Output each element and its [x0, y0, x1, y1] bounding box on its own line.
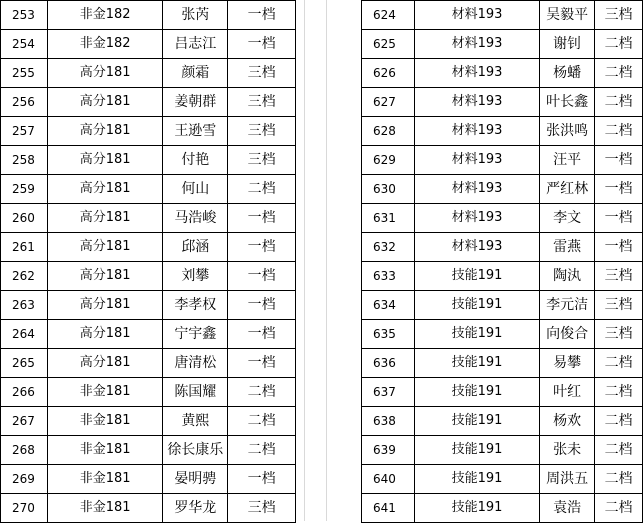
row-number-cell[interactable]: 638 [362, 407, 415, 436]
student-name-cell[interactable]: 易攀 [540, 349, 595, 378]
table-row [1, 494, 296, 523]
row-number-cell[interactable]: 260 [1, 204, 48, 233]
row-number-cell[interactable]: 263 [1, 291, 48, 320]
row-number-cell[interactable]: 266 [1, 378, 48, 407]
student-name-cell[interactable]: 何山 [163, 175, 228, 204]
student-name-cell[interactable]: 叶长鑫 [540, 88, 595, 117]
table-row [1, 117, 296, 146]
class-cell[interactable]: 高分181 [47, 349, 162, 378]
class-cell[interactable]: 高分181 [47, 175, 162, 204]
student-name-cell[interactable]: 陈国耀 [163, 378, 228, 407]
table-row [1, 291, 296, 320]
tier-cell[interactable]: 三档 [595, 320, 643, 349]
tier-cell[interactable]: 一档 [595, 204, 643, 233]
student-name-cell[interactable]: 陶汍 [540, 262, 595, 291]
table-row [362, 30, 643, 59]
student-name-cell[interactable]: 袁浩 [540, 494, 595, 523]
student-name-cell[interactable]: 张未 [540, 436, 595, 465]
class-cell[interactable]: 技能191 [414, 436, 539, 465]
tier-cell[interactable]: 三档 [595, 291, 643, 320]
tier-cell[interactable]: 一档 [595, 175, 643, 204]
row-number-cell[interactable]: 635 [362, 320, 415, 349]
row-number-cell[interactable]: 624 [362, 1, 415, 30]
class-cell[interactable]: 技能191 [414, 465, 539, 494]
student-name-cell[interactable]: 叶红 [540, 378, 595, 407]
table-row [362, 262, 643, 291]
student-name-cell[interactable]: 张芮 [163, 1, 228, 30]
class-cell[interactable]: 技能191 [414, 320, 539, 349]
tier-cell[interactable]: 二档 [595, 88, 643, 117]
tier-cell[interactable]: 一档 [228, 320, 296, 349]
class-cell[interactable]: 高分181 [47, 204, 162, 233]
class-cell[interactable]: 技能191 [414, 407, 539, 436]
row-number-cell[interactable]: 257 [1, 117, 48, 146]
table-row [362, 436, 643, 465]
class-cell[interactable]: 高分181 [47, 320, 162, 349]
tier-cell[interactable]: 一档 [228, 204, 296, 233]
tier-cell[interactable]: 三档 [228, 88, 296, 117]
table-row [362, 320, 643, 349]
class-cell[interactable]: 技能191 [414, 378, 539, 407]
row-number-cell[interactable]: 262 [1, 262, 48, 291]
table-row [1, 30, 296, 59]
table-row [1, 436, 296, 465]
row-number-cell[interactable]: 625 [362, 30, 415, 59]
row-number-cell[interactable]: 261 [1, 233, 48, 262]
table-row [362, 59, 643, 88]
tier-cell[interactable]: 二档 [595, 407, 643, 436]
row-number-cell[interactable]: 269 [1, 465, 48, 494]
row-number-cell[interactable]: 627 [362, 88, 415, 117]
table-row [1, 204, 296, 233]
right-rows [362, 1, 643, 523]
student-name-cell[interactable]: 汪平 [540, 146, 595, 175]
row-number-cell[interactable]: 270 [1, 494, 48, 523]
class-cell[interactable]: 非金182 [47, 1, 162, 30]
tier-cell[interactable]: 二档 [595, 465, 643, 494]
table-row [1, 320, 296, 349]
class-cell[interactable]: 高分181 [47, 262, 162, 291]
class-cell[interactable]: 材料193 [414, 88, 539, 117]
row-number-cell[interactable]: 630 [362, 175, 415, 204]
class-cell[interactable]: 非金181 [47, 436, 162, 465]
student-name-cell[interactable]: 杨蟠 [540, 59, 595, 88]
tier-cell[interactable]: 二档 [228, 436, 296, 465]
right-grid [361, 0, 643, 523]
row-number-cell[interactable]: 634 [362, 291, 415, 320]
row-number-cell[interactable]: 268 [1, 436, 48, 465]
row-number-cell[interactable]: 254 [1, 30, 48, 59]
tier-cell[interactable]: 二档 [595, 59, 643, 88]
tier-cell[interactable]: 二档 [595, 494, 643, 523]
student-name-cell[interactable]: 唐清松 [163, 349, 228, 378]
tier-cell[interactable]: 一档 [228, 233, 296, 262]
student-name-cell[interactable]: 严红林 [540, 175, 595, 204]
student-name-cell[interactable]: 罗华龙 [163, 494, 228, 523]
student-name-cell[interactable]: 杨欢 [540, 407, 595, 436]
student-name-cell[interactable]: 徐长康乐 [163, 436, 228, 465]
left-grid [0, 0, 296, 523]
row-number-cell[interactable]: 628 [362, 117, 415, 146]
student-name-cell[interactable]: 刘攀 [163, 262, 228, 291]
class-cell[interactable]: 材料193 [414, 59, 539, 88]
tier-cell[interactable]: 三档 [228, 146, 296, 175]
table-row [1, 262, 296, 291]
student-name-cell[interactable]: 付艳 [163, 146, 228, 175]
table-row [362, 146, 643, 175]
row-number-cell[interactable]: 629 [362, 146, 415, 175]
tier-cell[interactable]: 二档 [228, 407, 296, 436]
table-row [1, 1, 296, 30]
table-row [1, 349, 296, 378]
class-cell[interactable]: 材料193 [414, 146, 539, 175]
class-cell[interactable]: 高分181 [47, 233, 162, 262]
row-number-cell[interactable]: 265 [1, 349, 48, 378]
row-number-cell[interactable]: 259 [1, 175, 48, 204]
row-number-cell[interactable]: 641 [362, 494, 415, 523]
tier-cell[interactable]: 一档 [228, 291, 296, 320]
student-name-cell[interactable]: 周洪五 [540, 465, 595, 494]
tier-cell[interactable]: 三档 [228, 494, 296, 523]
tier-cell[interactable]: 一档 [228, 1, 296, 30]
right-roster-table [361, 0, 643, 521]
row-number-cell[interactable]: 255 [1, 59, 48, 88]
class-cell[interactable]: 材料193 [414, 30, 539, 59]
table-row [362, 88, 643, 117]
class-cell[interactable]: 非金181 [47, 465, 162, 494]
row-number-cell[interactable]: 636 [362, 349, 415, 378]
class-cell[interactable]: 技能191 [414, 291, 539, 320]
student-name-cell[interactable]: 邱涵 [163, 233, 228, 262]
table-row [362, 233, 643, 262]
table-row [362, 117, 643, 146]
tier-cell[interactable]: 三档 [595, 1, 643, 30]
tier-cell[interactable]: 二档 [595, 30, 643, 59]
table-row [362, 1, 643, 30]
student-name-cell[interactable]: 向俊合 [540, 320, 595, 349]
table-row [362, 349, 643, 378]
table-row [362, 378, 643, 407]
table-row [1, 465, 296, 494]
tier-cell[interactable]: 一档 [228, 465, 296, 494]
class-cell[interactable]: 高分181 [47, 146, 162, 175]
class-cell[interactable]: 高分181 [47, 291, 162, 320]
row-number-cell[interactable]: 267 [1, 407, 48, 436]
tier-cell[interactable]: 二档 [228, 175, 296, 204]
left-roster-table [0, 0, 296, 521]
class-cell[interactable]: 技能191 [414, 494, 539, 523]
student-name-cell[interactable]: 张洪鸣 [540, 117, 595, 146]
table-row [362, 175, 643, 204]
tier-cell[interactable]: 一档 [228, 349, 296, 378]
table-row [362, 291, 643, 320]
table-row [362, 494, 643, 523]
class-cell[interactable]: 材料193 [414, 204, 539, 233]
tier-cell[interactable]: 一档 [595, 233, 643, 262]
row-number-cell[interactable]: 626 [362, 59, 415, 88]
row-number-cell[interactable]: 640 [362, 465, 415, 494]
row-number-cell[interactable]: 253 [1, 1, 48, 30]
table-row [362, 465, 643, 494]
class-cell[interactable]: 技能191 [414, 262, 539, 291]
table-row [1, 146, 296, 175]
student-name-cell[interactable]: 颜霜 [163, 59, 228, 88]
table-row [1, 175, 296, 204]
table-row [1, 378, 296, 407]
row-number-cell[interactable]: 631 [362, 204, 415, 233]
tier-cell[interactable]: 三档 [228, 59, 296, 88]
class-cell[interactable]: 材料193 [414, 175, 539, 204]
student-name-cell[interactable]: 姜朝群 [163, 88, 228, 117]
row-number-cell[interactable]: 264 [1, 320, 48, 349]
tier-cell[interactable]: 二档 [595, 436, 643, 465]
class-cell[interactable]: 高分181 [47, 88, 162, 117]
student-name-cell[interactable]: 宁宇鑫 [163, 320, 228, 349]
row-number-cell[interactable]: 639 [362, 436, 415, 465]
tier-cell[interactable]: 一档 [228, 262, 296, 291]
student-name-cell[interactable]: 李元洁 [540, 291, 595, 320]
table-row [362, 407, 643, 436]
sheet-gap [296, 0, 361, 521]
class-cell[interactable]: 非金182 [47, 30, 162, 59]
tier-cell[interactable]: 三档 [595, 262, 643, 291]
student-name-cell[interactable]: 吕志江 [163, 30, 228, 59]
tier-cell[interactable]: 二档 [228, 378, 296, 407]
student-name-cell[interactable]: 王逊雪 [163, 117, 228, 146]
gridline [304, 0, 305, 521]
table-row [362, 204, 643, 233]
class-cell[interactable]: 技能191 [414, 349, 539, 378]
tier-cell[interactable]: 二档 [595, 117, 643, 146]
class-cell[interactable]: 材料193 [414, 1, 539, 30]
student-name-cell[interactable]: 李孝权 [163, 291, 228, 320]
student-name-cell[interactable]: 马浩峻 [163, 204, 228, 233]
student-name-cell[interactable]: 吴毅平 [540, 1, 595, 30]
table-row [1, 59, 296, 88]
student-name-cell[interactable]: 李文 [540, 204, 595, 233]
left-rows [1, 1, 296, 523]
row-number-cell[interactable]: 637 [362, 378, 415, 407]
row-number-cell[interactable]: 633 [362, 262, 415, 291]
class-cell[interactable]: 非金181 [47, 407, 162, 436]
row-number-cell[interactable]: 258 [1, 146, 48, 175]
class-cell[interactable]: 高分181 [47, 117, 162, 146]
student-name-cell[interactable]: 谢钊 [540, 30, 595, 59]
tier-cell[interactable]: 三档 [228, 117, 296, 146]
student-name-cell[interactable]: 黄熙 [163, 407, 228, 436]
table-row [1, 88, 296, 117]
table-row [1, 407, 296, 436]
row-number-cell[interactable]: 632 [362, 233, 415, 262]
class-cell[interactable]: 非金181 [47, 494, 162, 523]
class-cell[interactable]: 非金181 [47, 378, 162, 407]
student-name-cell[interactable]: 晏明骋 [163, 465, 228, 494]
tier-cell[interactable]: 一档 [595, 146, 643, 175]
tier-cell[interactable]: 二档 [595, 378, 643, 407]
student-name-cell[interactable]: 雷燕 [540, 233, 595, 262]
class-cell[interactable]: 高分181 [47, 59, 162, 88]
tier-cell[interactable]: 二档 [595, 349, 643, 378]
class-cell[interactable]: 材料193 [414, 233, 539, 262]
gridline [326, 0, 327, 521]
class-cell[interactable]: 材料193 [414, 117, 539, 146]
table-row [1, 233, 296, 262]
row-number-cell[interactable]: 256 [1, 88, 48, 117]
tier-cell[interactable]: 一档 [228, 30, 296, 59]
